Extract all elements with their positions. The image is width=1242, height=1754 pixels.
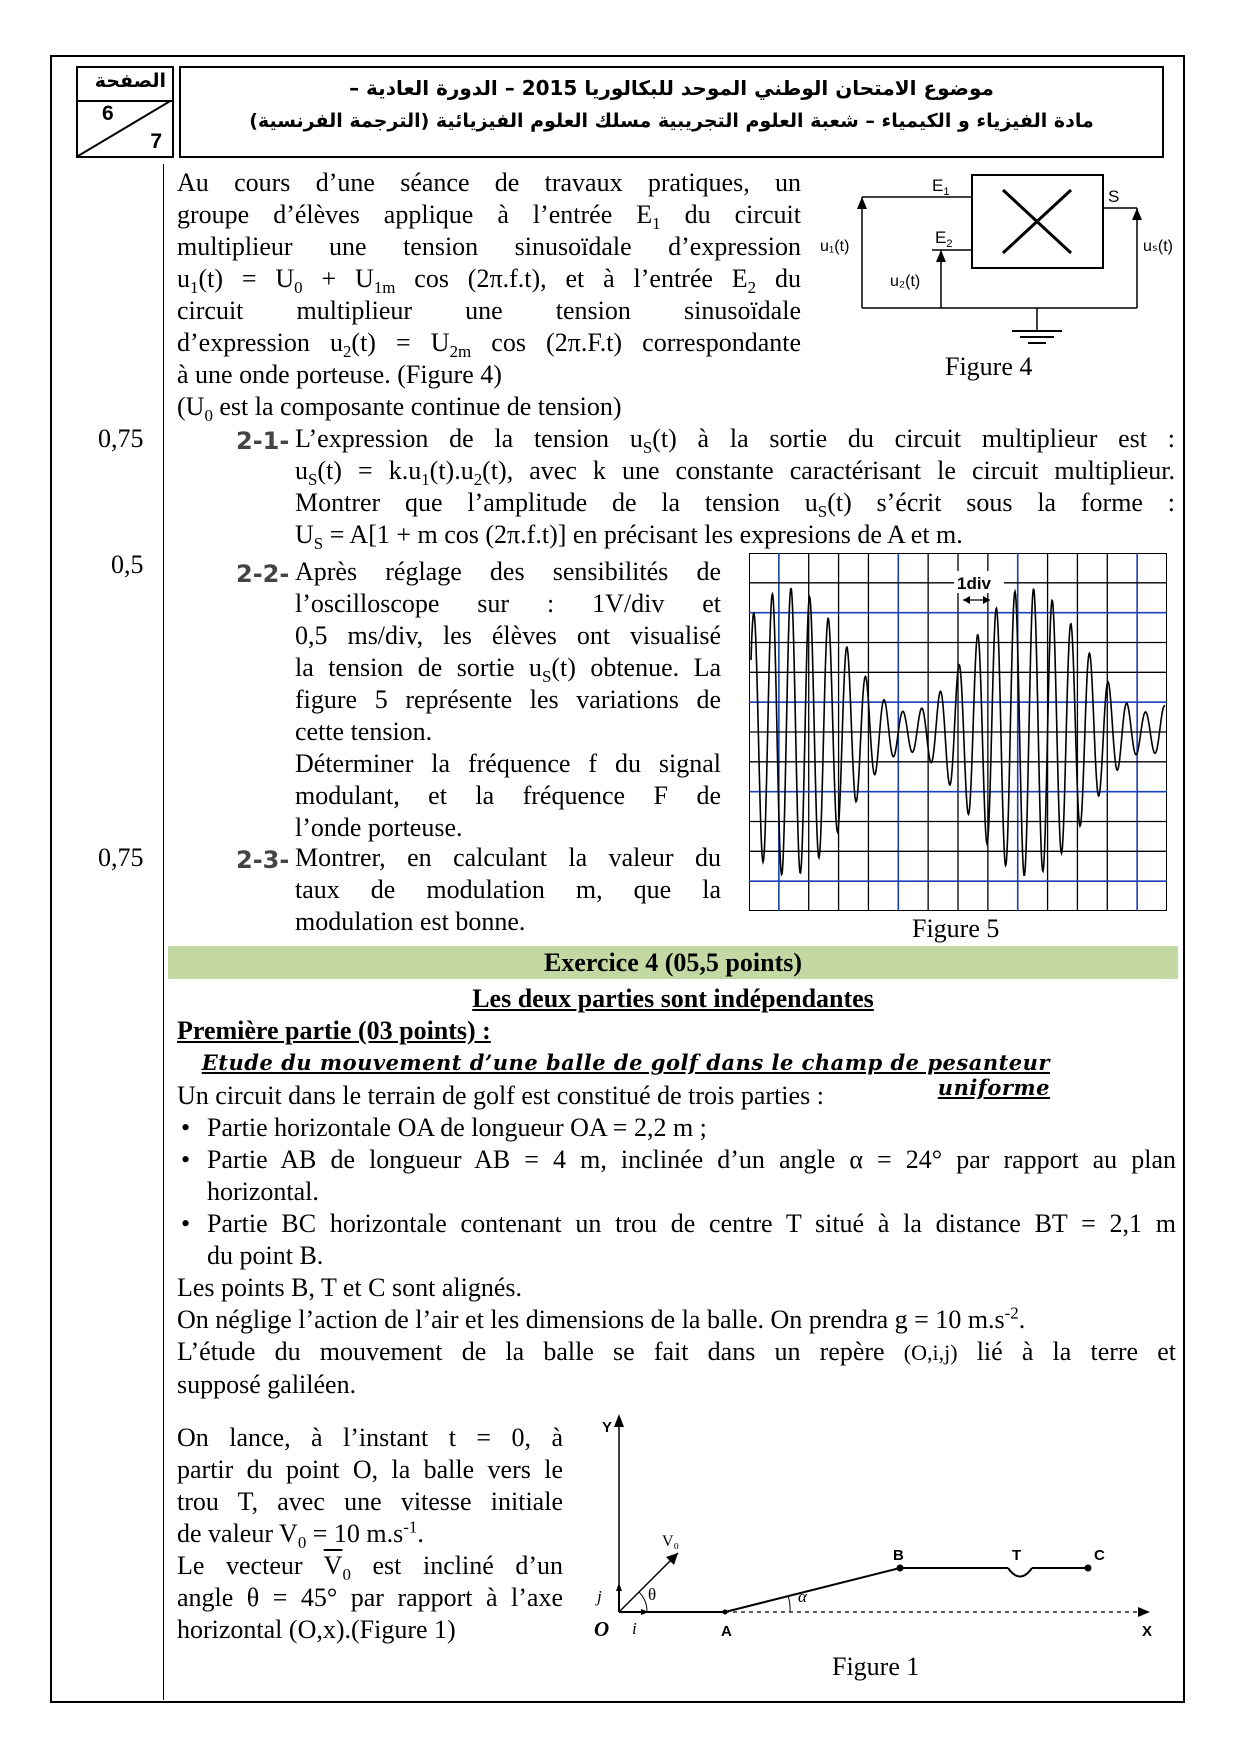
launch-line: angle θ = 45° par rapport à l’axe bbox=[177, 1583, 563, 1612]
launch-line: de valeur $V_0 = 10$ $m.s^{-1}$. bbox=[177, 1517, 424, 1553]
q22-line: figure 5 représente les variations de bbox=[295, 685, 721, 714]
score-2-1: 0,75 bbox=[98, 424, 144, 453]
i-arrow-head bbox=[641, 1609, 649, 1615]
intro-paragraph bbox=[177, 167, 801, 391]
q21-line: $u_S(t) = k.u_1(t).u_2(t)$, avec k une constante caractérisant le circuit multiplieur. bbox=[295, 456, 1176, 490]
us-arrow-head bbox=[1132, 208, 1142, 220]
exam-subject: مادة الفيزياء و الكيمياء – شعبة العلوم التجريبية مسلك العلوم الفيزيائية (الترجمة الفرنسية) bbox=[249, 110, 1094, 132]
launch-line: Le vecteur $\overline{V}_0$ est incliné d’un bbox=[177, 1551, 564, 1585]
alpha-arc bbox=[788, 1596, 790, 1612]
label-t: T bbox=[1012, 1547, 1022, 1564]
label-s: S bbox=[1108, 187, 1120, 206]
ex4-text: Un circuit dans le terrain de golf est constitué de trois parties : bbox=[177, 1081, 824, 1110]
intro-line: d’expression $u_2(t) = U_{2m}$ cos (2π.F.t) correspondante bbox=[177, 328, 801, 362]
page-number: 6 bbox=[102, 102, 114, 125]
ex4-text: supposé galiléen. bbox=[177, 1370, 357, 1399]
label-v0: V₀ bbox=[662, 1533, 680, 1550]
launch-paragraph bbox=[177, 1422, 563, 1646]
ex4-text: Les points B, T et C sont alignés. bbox=[177, 1273, 522, 1302]
ex4-text: L’étude du mouvement de la balle se fait dans un repère (O,i,j) lié à la terre et bbox=[177, 1337, 1177, 1366]
u2-arrow-head bbox=[936, 250, 946, 262]
exercise-subtitle: Les deux parties sont indépendantes bbox=[472, 984, 874, 1013]
figure-4-caption: Figure 4 bbox=[945, 352, 1033, 381]
label-j: j bbox=[597, 1587, 602, 1606]
study-title: Etude du mouvement d’une balle de golf dans le champ de pesanteur uniforme bbox=[201, 1050, 1050, 1100]
point-b bbox=[897, 1565, 904, 1572]
q23-line: modulation est bonne. bbox=[295, 907, 526, 936]
page-total: 7 bbox=[150, 130, 162, 153]
q22-line: modulant, et la fréquence F de bbox=[295, 781, 721, 810]
question-number-2-1: 2-1- bbox=[236, 427, 290, 455]
exercise-4-title-band: Exercice 4 (05,5 points) bbox=[168, 946, 1178, 979]
label-y: Y bbox=[602, 1419, 613, 1436]
label-x: X bbox=[1142, 1623, 1153, 1640]
label-a: A bbox=[721, 1623, 732, 1640]
part-1-title: Première partie (03 points) : bbox=[177, 1016, 491, 1045]
intro-note: ($U_0$ est la composante continue de tension) bbox=[177, 392, 622, 426]
question-number-2-2: 2-2- bbox=[236, 560, 290, 588]
q21-line: Montrer que l’amplitude de la tension $u_S(t)$ s’écrit sous la forme : bbox=[295, 488, 1175, 522]
q22-line: la tension de sortie $u_S(t)$ obtenue. La bbox=[295, 653, 721, 687]
q22-line: l’oscilloscope sur : 1V/div et bbox=[295, 589, 721, 618]
intro-line: circuit multiplieur une tension sinusoïdale bbox=[177, 296, 801, 325]
j-arrow-head bbox=[616, 1583, 622, 1591]
intro-line: multiplieur une tension sinusoïdale d’expression bbox=[177, 232, 801, 261]
label-u2: u₂(t) bbox=[890, 273, 921, 290]
q23-line: taux de modulation m, que la bbox=[295, 875, 721, 904]
figure-1-golf-course bbox=[580, 1410, 1170, 1642]
margin-divider bbox=[163, 164, 164, 1700]
circuit-parts-list bbox=[177, 1112, 1176, 1272]
point-a bbox=[723, 1610, 728, 1615]
list-item: • Partie horizontale OA de longueur OA = 2,2 m ; bbox=[207, 1112, 1176, 1144]
u1-arrow-head bbox=[857, 197, 867, 209]
label-c: C bbox=[1094, 1547, 1105, 1564]
q22-line: Déterminer la fréquence f du signal bbox=[295, 749, 721, 778]
label-o: O bbox=[594, 1617, 610, 1641]
figure-5-oscilloscope bbox=[749, 553, 1167, 911]
page-number-box bbox=[76, 66, 174, 158]
launch-line: partir du point O, la balle vers le bbox=[177, 1455, 563, 1484]
point-c bbox=[1085, 1565, 1092, 1572]
exam-header bbox=[179, 66, 1164, 158]
intro-line: groupe d’élèves applique à l’entrée $E_1$ du circuit bbox=[177, 200, 801, 234]
q22-line: cette tension. bbox=[295, 717, 433, 746]
segment-ab bbox=[725, 1568, 900, 1612]
label-b: B bbox=[893, 1547, 904, 1564]
label-u1: u₁(t) bbox=[820, 238, 850, 255]
x-axis-arrow bbox=[1138, 1607, 1150, 1617]
question-2-1 bbox=[295, 423, 1176, 554]
hole-t bbox=[1008, 1568, 1032, 1577]
question-number-2-3: 2-3- bbox=[236, 846, 290, 874]
q21-line: $U_S = A[1 + m$ cos (2π.f.t)] en précisant les expresions de A et m. bbox=[295, 520, 963, 554]
launch-line: horizontal (O,x).(Figure 1) bbox=[177, 1615, 456, 1644]
page-label: الصفحة bbox=[94, 70, 166, 92]
label-us: uₛ(t) bbox=[1143, 238, 1173, 255]
div-label: 1div bbox=[957, 574, 992, 593]
label-theta: θ bbox=[648, 1585, 657, 1604]
question-2-2 bbox=[295, 556, 721, 844]
score-2-3: 0,75 bbox=[98, 843, 144, 872]
label-e1: $E_1$ bbox=[932, 176, 950, 198]
q21-line: L’expression de la tension $u_S(t)$ à la sortie du circuit multiplieur est : bbox=[295, 424, 1176, 458]
label-alpha: α bbox=[798, 1587, 807, 1606]
label-i: i bbox=[632, 1619, 637, 1638]
exam-title: موضوع الامتحان الوطني الموحد للبكالوريا 2015 – الدورة العادية – bbox=[349, 76, 994, 100]
figure-5-caption: Figure 5 bbox=[912, 914, 1000, 943]
label-e2: $E_2$ bbox=[935, 228, 953, 250]
score-2-2: 0,5 bbox=[111, 550, 144, 579]
y-axis-arrow bbox=[614, 1414, 624, 1427]
q22-line: 0,5 ms/div, les élèves ont visualisé bbox=[295, 621, 721, 650]
list-item: • Partie BC horizontale contenant un trou de centre T situé à la distance BT = 2,1 m du point B. bbox=[207, 1208, 1176, 1272]
ex4-text: On néglige l’action de l’air et les dimensions de la balle. On prendra g = 10 $m.s^{-2}$. bbox=[177, 1303, 1026, 1334]
list-item: • Partie AB de longueur AB = 4 m, inclinée d’un angle α = 24° par rapport au plan horizontal. bbox=[207, 1144, 1176, 1208]
intro-line: à une onde porteuse. (Figure 4) bbox=[177, 360, 502, 389]
theta-arc bbox=[639, 1592, 647, 1612]
q22-line: Après réglage des sensibilités de bbox=[295, 557, 721, 586]
launch-line: trou T, avec une vitesse initiale bbox=[177, 1487, 563, 1516]
q23-line: Montrer, en calculant la valeur du bbox=[295, 843, 721, 872]
exercise-4-body bbox=[177, 1080, 1176, 1401]
figure-1-caption: Figure 1 bbox=[832, 1652, 920, 1681]
question-2-3 bbox=[295, 842, 721, 938]
q22-line: l’onde porteuse. bbox=[295, 813, 463, 842]
intro-line: Au cours d’une séance de travaux pratiques, un bbox=[177, 168, 801, 197]
intro-line: $u_1(t) = U_0 + U_{1m}$ cos (2π.f.t), et à l’entrée $E_2$ du bbox=[177, 264, 801, 298]
launch-line: On lance, à l’instant t = 0, à bbox=[177, 1423, 563, 1452]
